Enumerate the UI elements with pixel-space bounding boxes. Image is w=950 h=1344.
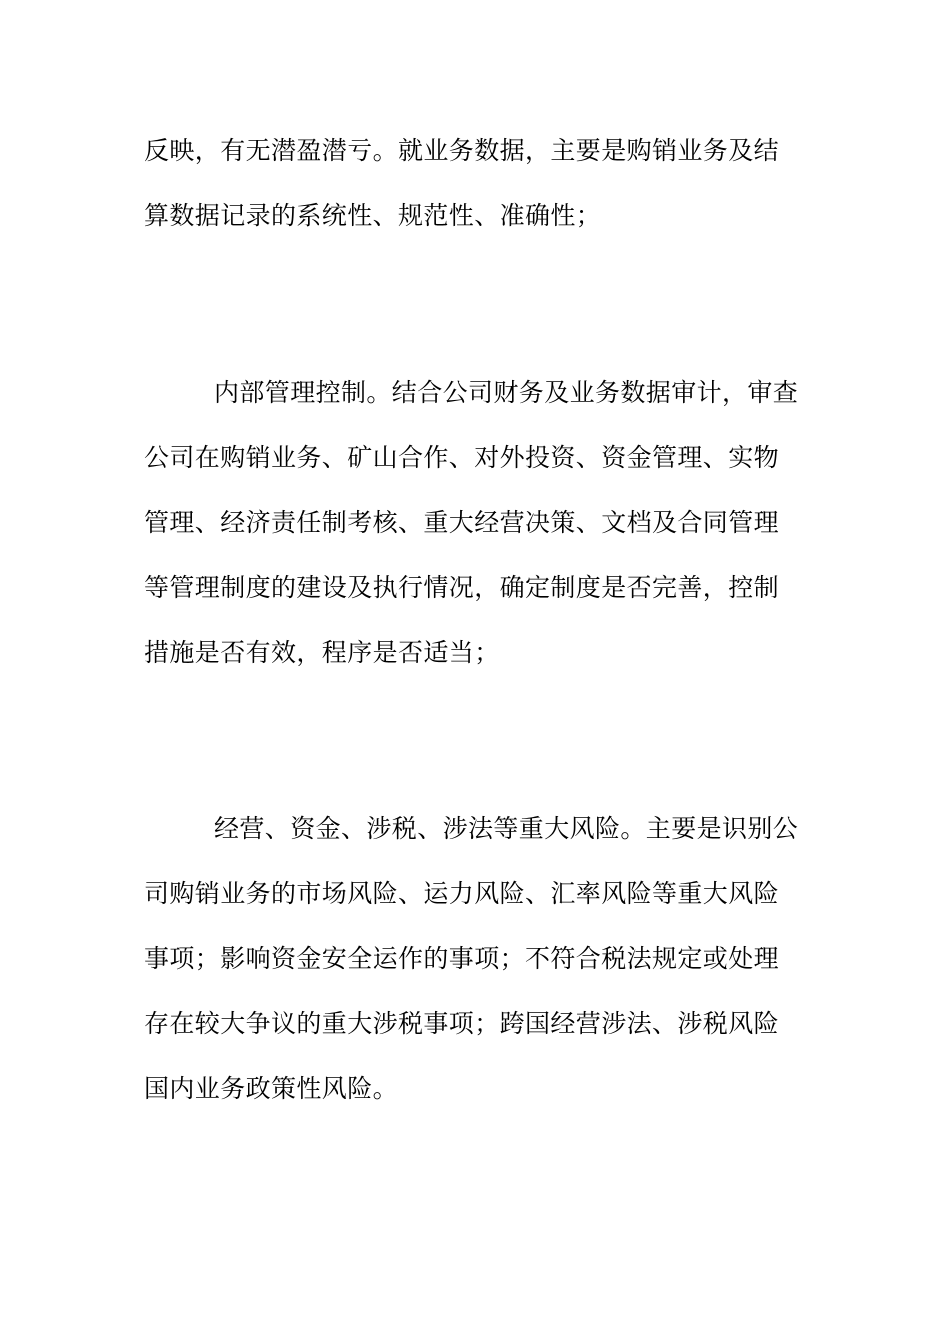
text-line: 公司在购销业务、矿山合作、对外投资、资金管理、实物: [144, 443, 780, 472]
text-line: 司购销业务的市场风险、运力风险、汇率风险等重大风险: [144, 879, 780, 908]
text-line: 内部管理控制。结合公司财务及业务数据审计，审查: [214, 378, 799, 407]
paragraph-internal-control: [144, 360, 808, 685]
text-line: 措施是否有效，程序是否适当；: [144, 638, 500, 667]
text-line: 等管理制度的建设及执行情况，确定制度是否完善，控制: [144, 573, 780, 602]
text-line: 算数据记录的系统性、规范性、准确性；: [144, 201, 602, 230]
text-line: 管理、经济责任制考核、重大经营决策、文档及合同管理: [144, 508, 780, 537]
paragraph-major-risks: [144, 796, 808, 1121]
paragraph-business-data: [144, 118, 808, 248]
text-line: 国内业务政策性风险。: [144, 1074, 399, 1103]
text-line: 事项；影响资金安全运作的事项；不符合税法规定或处理: [144, 944, 780, 973]
text-line: 反映，有无潜盈潜亏。就业务数据，主要是购销业务及结: [144, 136, 780, 165]
text-line: 经营、资金、涉税、涉法等重大风险。主要是识别公: [214, 814, 799, 843]
text-line: 存在较大争议的重大涉税事项；跨国经营涉法、涉税风险: [144, 1009, 780, 1038]
